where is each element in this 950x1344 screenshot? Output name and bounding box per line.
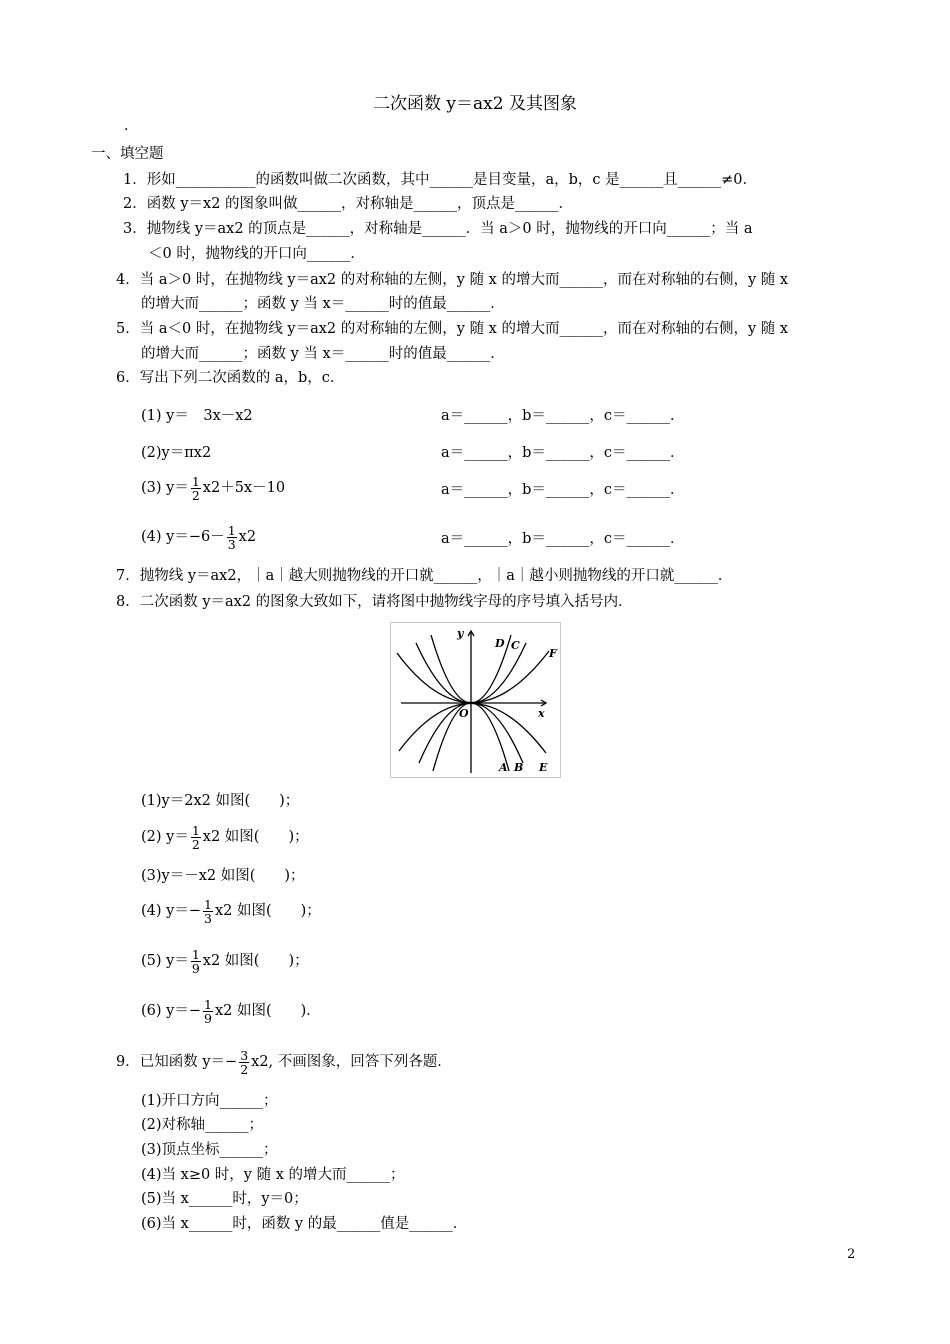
- question-5-line-2: 的增大而______；函数 y 当 x＝______时的值最______．: [141, 346, 505, 362]
- q9-item-6: (6)当 x______时，函数 y 的最______值是______．: [141, 1216, 468, 1232]
- q8-item-1: (1)y＝2x2 如图( )；: [141, 793, 300, 809]
- q8-item-3: (3)y＝－x2 如图( )；: [141, 868, 305, 884]
- curve-E: [399, 703, 546, 753]
- q6-answer-1: a＝______，b＝______，c＝______．: [441, 408, 685, 424]
- question-9: 9．已知函数 y＝− $\frac{3}{2}$ x2, 不画图象，回答下列各题．: [116, 1047, 452, 1077]
- curve-label-c: C: [511, 639, 520, 652]
- q9-item-1: (1)开口方向______；: [141, 1093, 278, 1109]
- question-3-line-2: ＜0 时，抛物线的开口向______．: [148, 246, 365, 262]
- q6-item-4: (4) y＝−6－ $\frac{1}{3}$ x2: [141, 522, 257, 552]
- q6-item-3: (3) y＝ $\frac{1}{2}$ x2＋5x－10: [141, 473, 286, 503]
- dot-mark: .: [124, 118, 129, 134]
- question-1: 1．形如___________的函数叫做二次函数，其中______是目变量，a，b，c 是______且______≠0．: [123, 172, 758, 188]
- curve-label-a: A: [499, 761, 508, 774]
- question-4-line-2: 的增大而______；函数 y 当 x＝______时的值最______．: [141, 296, 505, 312]
- question-7: 7．抛物线 y＝ax2，｜a｜越大则抛物线的开口就______，｜a｜越小则抛物线的开口就______．: [116, 568, 733, 584]
- q6-item-2: (2)y＝πx2: [141, 445, 212, 461]
- x-axis-label: x: [538, 707, 545, 720]
- origin-label: O: [459, 707, 469, 720]
- q9-item-3: (3)顶点坐标______；: [141, 1142, 278, 1158]
- q6-answer-2: a＝______，b＝______，c＝______．: [441, 445, 685, 461]
- parabola-graph: [391, 623, 560, 777]
- question-3-line-1: 3．抛物线 y＝ax2 的顶点是______，对称轴是______．当 a＞0 时，抛物线的开口向______；当 a: [123, 221, 753, 237]
- fraction: $\frac{1}{3}$: [227, 522, 236, 552]
- parabola-figure: [390, 622, 561, 778]
- fraction: $\frac{1}{2}$: [191, 473, 200, 503]
- curve-label-f: F: [549, 647, 557, 660]
- q9-item-5: (5)当 x______时，y＝0；: [141, 1191, 308, 1207]
- q6-answer-4: a＝______，b＝______，c＝______．: [441, 531, 685, 547]
- question-5-line-1: 5．当 a＜0 时，在抛物线 y＝ax2 的对称轴的左侧，y 随 x 的增大而______，而在对称轴的右侧，y 随 x: [116, 321, 789, 337]
- fraction: $\frac{1}{9}$: [204, 996, 212, 1026]
- q6-answer-3: a＝______，b＝______，c＝______．: [441, 482, 685, 498]
- curve-label-e: E: [539, 761, 548, 774]
- q8-item-4: (4) y＝− $\frac{1}{3}$ x2 如图( )；: [141, 896, 321, 926]
- question-8: 8．二次函数 y＝ax2 的图象大致如下，请将图中抛物线字母的序号填入括号内．: [116, 594, 633, 610]
- question-6: 6．写出下列二次函数的 a，b，c．: [116, 370, 345, 386]
- curve-F: [397, 651, 549, 703]
- q9-item-2: (2)对称轴______；: [141, 1117, 264, 1133]
- fraction: $\frac{1}{2}$: [191, 822, 200, 852]
- question-2: 2．函数 y＝x2 的图象叫做______，对称轴是______，顶点是______．: [123, 196, 574, 212]
- y-axis-label: y: [457, 627, 464, 640]
- section-heading: 一、填空题: [91, 146, 164, 162]
- q8-item-2: (2) y＝ $\frac{1}{2}$ x2 如图( )；: [141, 822, 309, 852]
- q9-item-4: (4)当 x≥0 时，y 随 x 的增大而______；: [141, 1167, 405, 1183]
- fraction: $\frac{1}{9}$: [191, 946, 200, 976]
- page-title: 二次函数 y＝ax2 及其图象: [373, 94, 577, 114]
- page-number: 2: [847, 1247, 856, 1262]
- question-4-line-1: 4．当 a＞0 时，在抛物线 y＝ax2 的对称轴的左侧，y 随 x 的增大而______，而在对称轴的右侧，y 随 x: [116, 272, 789, 288]
- q6-item-1: (1) y＝ 3x－x2: [141, 408, 253, 424]
- fraction: $\frac{3}{2}$: [240, 1047, 249, 1077]
- curve-label-d: D: [495, 637, 505, 650]
- q8-item-5: (5) y＝ $\frac{1}{9}$ x2 如图( )；: [141, 946, 309, 976]
- curve-label-b: B: [514, 761, 524, 774]
- fraction: $\frac{1}{3}$: [204, 896, 212, 926]
- q8-item-6: (6) y＝− $\frac{1}{9}$ x2 如图( )．: [141, 996, 321, 1026]
